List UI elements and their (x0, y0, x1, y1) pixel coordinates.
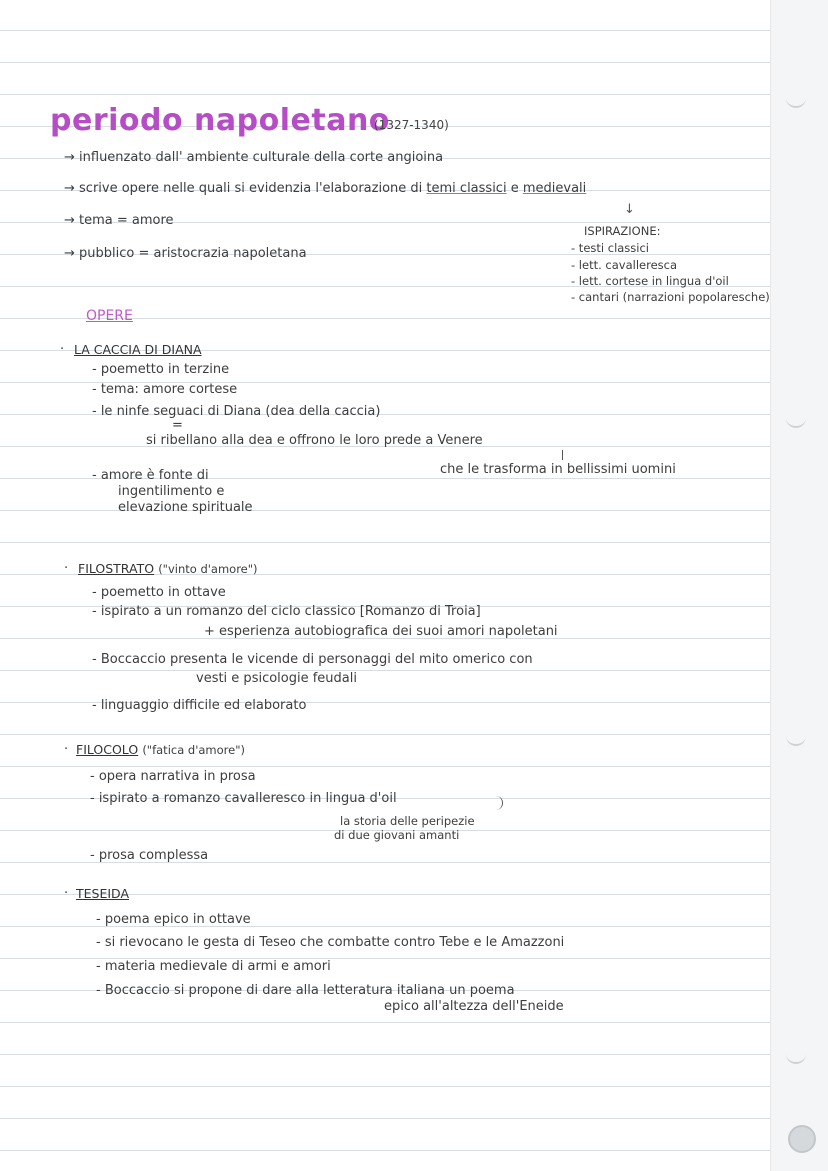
page-title: periodo napoletano (50, 103, 390, 138)
filocolo-title (76, 742, 245, 759)
caccia-line: - poemetto in terzine (92, 362, 230, 377)
filocolo-line: - opera narrativa in prosa (90, 769, 256, 784)
teseida-heading: TESEIDA (76, 886, 130, 901)
filostrato-line: - linguaggio difficile ed elaborato (92, 698, 307, 713)
caccia-heading: LA CACCIA DI DIANA (74, 342, 202, 357)
ispirazione-item: - testi classici (571, 241, 650, 255)
intro-line-3: → tema = amore (64, 213, 174, 228)
bracket-mark (494, 796, 503, 810)
intro-and: e (510, 181, 519, 196)
bullet-dot: · (64, 886, 69, 901)
ispirazione-label: ISPIRAZIONE: (584, 224, 661, 238)
caccia-line: elevazione spirituale (118, 500, 253, 515)
caccia-line: - tema: amore cortese (92, 382, 238, 397)
teseida-line: - si rievocano le gesta di Teseo che combatte contro Tebe e le Amazzoni (96, 935, 565, 950)
caccia-line: - amore è fonte di (92, 468, 209, 483)
teseida-line: - materia medievale di armi e amori (96, 959, 331, 974)
filostrato-line: - Boccaccio presenta le vicende di personaggi del mito omerico con (92, 652, 533, 667)
intro-classici: temi classici (426, 181, 507, 196)
bullet-dot: · (60, 342, 65, 357)
connector-line (562, 450, 563, 460)
bullet-dot: · (64, 561, 69, 576)
filostrato-line: - poemetto in ottave (92, 585, 226, 600)
filocolo-line: - prosa complessa (90, 848, 209, 863)
title-years: (1327-1340) (374, 118, 449, 132)
teseida-line: - poema epico in ottave (96, 912, 251, 927)
filocolo-subtitle: ("fatica d'amore") (142, 743, 245, 757)
intro-medievali: medievali (522, 181, 587, 196)
arrow-down-icon: ↓ (624, 202, 635, 217)
ispirazione-item: - cantari (narrazioni popolaresche) (571, 290, 770, 304)
filocolo-heading: FILOCOLO (76, 742, 139, 757)
intro-line-1: → influenzato dall' ambiente culturale della corte angioina (64, 150, 444, 165)
caccia-line: ingentilimento e (118, 484, 225, 499)
page-margin (770, 0, 828, 1171)
caccia-line: si ribellano alla dea e offrono le loro prede a Venere (146, 433, 483, 448)
ispirazione-item: - lett. cortese in lingua d'oil (571, 274, 729, 288)
ispirazione-item: - lett. cavalleresca (571, 258, 678, 272)
opere-heading: OPERE (86, 308, 133, 324)
intro-line-2-text: → scrive opere nelle quali si evidenzia l'elaborazione di (64, 181, 423, 196)
filostrato-title (78, 561, 258, 578)
filostrato-line: vesti e psicologie feudali (196, 671, 357, 686)
intro-line-2 (64, 181, 586, 197)
filocolo-note: di due giovani amanti (334, 828, 460, 842)
filostrato-heading: FILOSTRATO (78, 561, 155, 576)
teseida-line: - Boccaccio si propone di dare alla letteratura italiana un poema (96, 983, 515, 998)
caccia-line: - le ninfe seguaci di Diana (dea della caccia) (92, 404, 381, 419)
filocolo-line: - ispirato a romanzo cavalleresco in lingua d'oil (90, 791, 397, 806)
caccia-line: che le trasforma in bellissimi uomini (440, 462, 676, 477)
filostrato-subtitle: ("vinto d'amore") (158, 562, 258, 576)
filocolo-note: la storia delle peripezie (340, 814, 475, 828)
intro-line-4: → pubblico = aristocrazia napoletana (64, 246, 307, 261)
bullet-dot: · (64, 742, 69, 757)
filostrato-line: + esperienza autobiografica dei suoi amori napoletani (204, 624, 558, 639)
filostrato-line: - ispirato a un romanzo del ciclo classico [Romanzo di Troia] (92, 604, 481, 619)
page-corner-dot (788, 1125, 816, 1153)
caccia-equals: = (172, 418, 183, 433)
teseida-line: epico all'altezza dell'Eneide (384, 999, 564, 1014)
